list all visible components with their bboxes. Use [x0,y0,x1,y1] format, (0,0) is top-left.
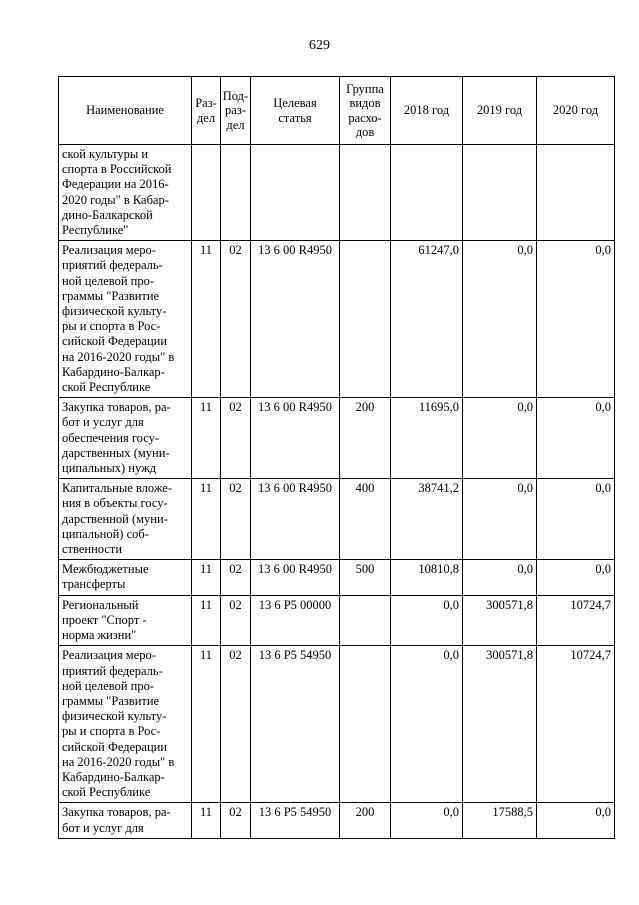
row-2020-cell: 0,0 [537,398,615,479]
row-podrazdel-cell: 02 [221,803,251,838]
table-row [59,241,615,398]
row-group-cell [340,646,391,803]
row-name-cell: Закупка товаров, ра- бот и услуг для [59,803,192,838]
row-2018-cell: 61247,0 [391,241,463,398]
row-2018-cell: 11695,0 [391,398,463,479]
row-2019-cell [463,145,537,241]
header-article: Целевая статья [251,77,340,145]
header-podrazdel: Под- раз- дел [221,77,251,145]
row-2018-cell: 0,0 [391,595,463,646]
row-razdel-cell: 11 [192,479,221,560]
header-2019: 2019 год [463,77,537,145]
row-group-cell [340,145,391,241]
budget-table [58,76,615,839]
row-2020-cell: 0,0 [537,479,615,560]
header-razdel: Раз- дел [192,77,221,145]
header-group: Группа видов расхо- дов [340,77,391,145]
row-2019-cell: 0,0 [463,241,537,398]
row-name-cell: Реализация меро- приятий федераль- ной целевой про- граммы "Развитие физической культу- ры и спорта в Рос- сийской Федерации на 2016-2020 годы" в Кабардино-Балкар- ской Республике [59,241,192,398]
row-article-cell: 13 6 00 R4950 [251,560,340,595]
row-podrazdel-cell: 02 [221,646,251,803]
row-group-cell: 200 [340,803,391,838]
row-name-cell: Капитальные вложе- ния в объекты госу- дарственной (муни- ципальной) соб- ственности [59,479,192,560]
row-2020-cell: 10724,7 [537,595,615,646]
row-article-cell: 13 6 P5 00000 [251,595,340,646]
table-row [59,560,615,595]
row-razdel-cell [192,145,221,241]
header-name: Наименование [59,77,192,145]
row-podrazdel-cell: 02 [221,595,251,646]
page-number: 629 [309,38,330,53]
row-2020-cell: 10724,7 [537,646,615,803]
row-razdel-cell: 11 [192,398,221,479]
row-2019-cell: 0,0 [463,479,537,560]
table-row [59,595,615,646]
row-2019-cell: 17588,5 [463,803,537,838]
row-2018-cell [391,145,463,241]
row-group-cell: 400 [340,479,391,560]
row-group-cell: 500 [340,560,391,595]
row-article-cell [251,145,340,241]
row-razdel-cell: 11 [192,595,221,646]
header-2020: 2020 год [537,77,615,145]
table-row [59,479,615,560]
row-2020-cell: 0,0 [537,803,615,838]
row-razdel-cell: 11 [192,241,221,398]
row-article-cell: 13 6 00 R4950 [251,479,340,560]
table-row [59,145,615,241]
row-2019-cell: 0,0 [463,398,537,479]
header-row [59,77,615,145]
row-article-cell: 13 6 P5 54950 [251,646,340,803]
row-article-cell: 13 6 00 R4950 [251,241,340,398]
row-article-cell: 13 6 P5 54950 [251,803,340,838]
row-2019-cell: 0,0 [463,560,537,595]
row-name-cell: ской культуры и спорта в Российской Федерации на 2016- 2020 годы" в Кабар- дино-Балкарской Республике" [59,145,192,241]
row-2020-cell: 0,0 [537,241,615,398]
row-2018-cell: 0,0 [391,803,463,838]
row-razdel-cell: 11 [192,560,221,595]
row-2020-cell: 0,0 [537,560,615,595]
row-2019-cell: 300571,8 [463,646,537,803]
table-row [59,803,615,838]
row-razdel-cell: 11 [192,646,221,803]
row-name-cell: Реализация меро- приятий федераль- ной целевой про- граммы "Развитие физической культу- ры и спорта в Рос- сийской Федерации на 2016-2020 годы" в Кабардино-Балкар- ской Республике [59,646,192,803]
row-2018-cell: 10810,8 [391,560,463,595]
row-group-cell [340,241,391,398]
row-2019-cell: 300571,8 [463,595,537,646]
row-podrazdel-cell [221,145,251,241]
row-2020-cell [537,145,615,241]
row-name-cell: Закупка товаров, ра- бот и услуг для обеспечения госу- дарственных (муни- ципальных) нужд [59,398,192,479]
row-podrazdel-cell: 02 [221,241,251,398]
row-2018-cell: 0,0 [391,646,463,803]
row-name-cell: Межбюджетные трансферты [59,560,192,595]
row-group-cell: 200 [340,398,391,479]
row-podrazdel-cell: 02 [221,479,251,560]
table-row [59,646,615,803]
row-podrazdel-cell: 02 [221,398,251,479]
row-group-cell [340,595,391,646]
row-razdel-cell: 11 [192,803,221,838]
row-article-cell: 13 6 00 R4950 [251,398,340,479]
table-row [59,398,615,479]
header-2018: 2018 год [391,77,463,145]
row-name-cell: Региональный проект "Спорт - норма жизни" [59,595,192,646]
row-podrazdel-cell: 02 [221,560,251,595]
row-2018-cell: 38741,2 [391,479,463,560]
